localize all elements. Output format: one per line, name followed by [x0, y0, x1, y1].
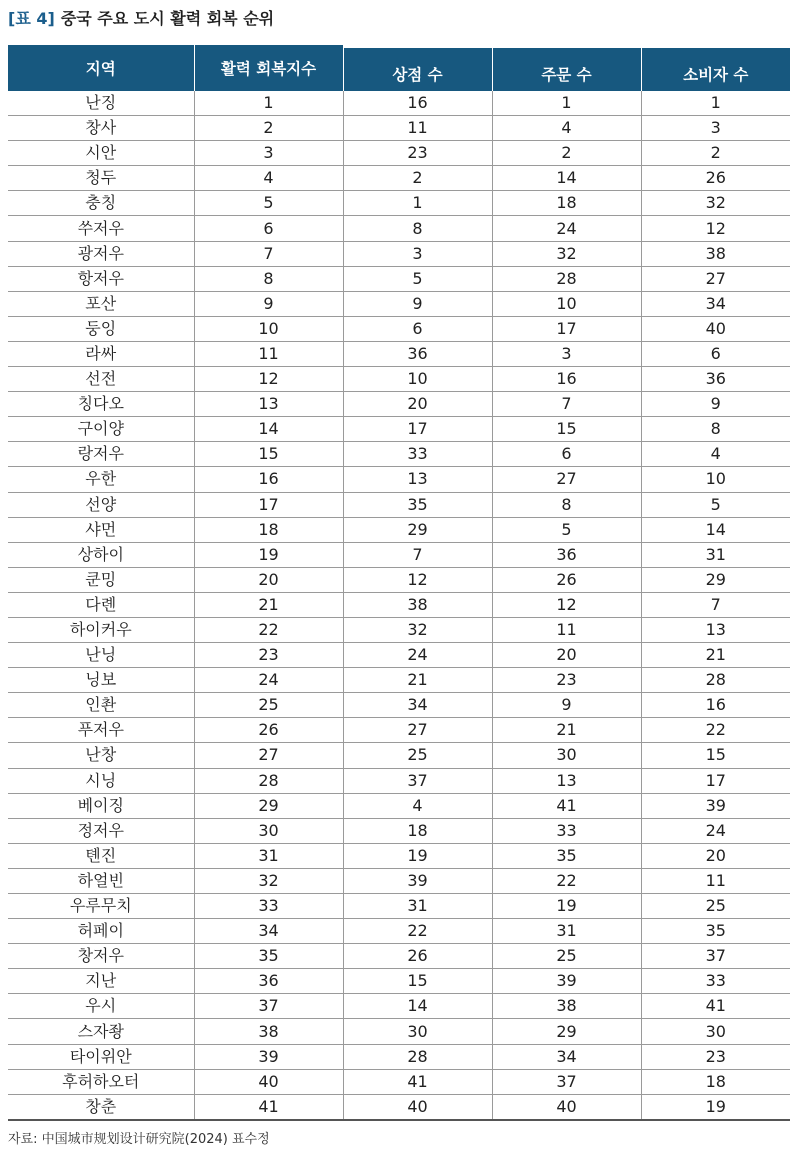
cell-order-count: 11: [492, 617, 641, 642]
cell-order-count: 33: [492, 818, 641, 843]
cell-region: 후허하오터: [8, 1069, 194, 1094]
cell-region: 인촨: [8, 693, 194, 718]
table-row: [8, 718, 790, 743]
cell-store-count: 6: [343, 316, 492, 341]
cell-vitality-index: 18: [194, 517, 343, 542]
cell-consumer-count: 24: [641, 818, 790, 843]
cell-store-count: 29: [343, 517, 492, 542]
cell-order-count: 41: [492, 793, 641, 818]
cell-vitality-index: 28: [194, 768, 343, 793]
cell-region: 샤먼: [8, 517, 194, 542]
table-row: [8, 116, 790, 141]
table-row: [8, 1044, 790, 1069]
cell-vitality-index: 7: [194, 241, 343, 266]
cell-store-count: 16: [343, 91, 492, 116]
cell-region: 지난: [8, 969, 194, 994]
cell-store-count: 33: [343, 442, 492, 467]
cell-region: 포산: [8, 291, 194, 316]
cell-region: 충칭: [8, 191, 194, 216]
cell-vitality-index: 29: [194, 793, 343, 818]
cell-vitality-index: 23: [194, 643, 343, 668]
cell-vitality-index: 5: [194, 191, 343, 216]
table-row: [8, 567, 790, 592]
cell-store-count: 9: [343, 291, 492, 316]
cell-order-count: 39: [492, 969, 641, 994]
cell-region: 다롄: [8, 592, 194, 617]
cell-order-count: 4: [492, 116, 641, 141]
cell-order-count: 1: [492, 91, 641, 116]
table-row: [8, 643, 790, 668]
cell-vitality-index: 9: [194, 291, 343, 316]
cell-order-count: 15: [492, 417, 641, 442]
cell-order-count: 25: [492, 944, 641, 969]
cell-consumer-count: 3: [641, 116, 790, 141]
cell-consumer-count: 28: [641, 668, 790, 693]
cell-region: 항저우: [8, 266, 194, 291]
cell-region: 칭다오: [8, 392, 194, 417]
cell-store-count: 20: [343, 392, 492, 417]
cell-vitality-index: 2: [194, 116, 343, 141]
cell-consumer-count: 4: [641, 442, 790, 467]
cell-region: 타이위안: [8, 1044, 194, 1069]
cell-region: 청두: [8, 166, 194, 191]
table-row: [8, 894, 790, 919]
cell-region: 시닝: [8, 768, 194, 793]
cell-consumer-count: 21: [641, 643, 790, 668]
cell-region: 둥잉: [8, 316, 194, 341]
cell-store-count: 35: [343, 492, 492, 517]
cell-vitality-index: 27: [194, 743, 343, 768]
page-title: [8, 4, 274, 34]
cell-store-count: 19: [343, 843, 492, 868]
cell-vitality-index: 38: [194, 1019, 343, 1044]
cell-order-count: 18: [492, 191, 641, 216]
cell-store-count: 4: [343, 793, 492, 818]
cell-vitality-index: 39: [194, 1044, 343, 1069]
cell-region: 베이징: [8, 793, 194, 818]
cell-order-count: 28: [492, 266, 641, 291]
cell-vitality-index: 36: [194, 969, 343, 994]
table-row: [8, 768, 790, 793]
cell-region: 정저우: [8, 818, 194, 843]
cell-region: 하얼빈: [8, 868, 194, 893]
cell-order-count: 8: [492, 492, 641, 517]
cell-order-count: 37: [492, 1069, 641, 1094]
cell-consumer-count: 41: [641, 994, 790, 1019]
cell-vitality-index: 10: [194, 316, 343, 341]
table-row: [8, 166, 790, 191]
cell-store-count: 32: [343, 617, 492, 642]
cell-order-count: 6: [492, 442, 641, 467]
table-row: [8, 919, 790, 944]
cell-store-count: 37: [343, 768, 492, 793]
cell-order-count: 30: [492, 743, 641, 768]
cell-region: 창저우: [8, 944, 194, 969]
cell-store-count: 10: [343, 367, 492, 392]
cell-store-count: 8: [343, 216, 492, 241]
cell-consumer-count: 30: [641, 1019, 790, 1044]
cell-store-count: 12: [343, 567, 492, 592]
table-row: [8, 1094, 790, 1120]
cell-vitality-index: 12: [194, 367, 343, 392]
cell-store-count: 1: [343, 191, 492, 216]
table-row: [8, 467, 790, 492]
cell-store-count: 17: [343, 417, 492, 442]
cell-consumer-count: 9: [641, 392, 790, 417]
table-row: [8, 1019, 790, 1044]
cell-region: 우한: [8, 467, 194, 492]
table-row: [8, 944, 790, 969]
cell-store-count: 31: [343, 894, 492, 919]
cell-store-count: 26: [343, 944, 492, 969]
cell-consumer-count: 33: [641, 969, 790, 994]
table-row: [8, 693, 790, 718]
cell-consumer-count: 26: [641, 166, 790, 191]
table-row: [8, 592, 790, 617]
table-row: [8, 316, 790, 341]
table-row: [8, 392, 790, 417]
table-row: [8, 1069, 790, 1094]
cell-region: 선전: [8, 367, 194, 392]
cell-vitality-index: 15: [194, 442, 343, 467]
cell-order-count: 26: [492, 567, 641, 592]
cell-order-count: 21: [492, 718, 641, 743]
cell-region: 랑저우: [8, 442, 194, 467]
cell-region: 구이양: [8, 417, 194, 442]
cell-vitality-index: 26: [194, 718, 343, 743]
cell-consumer-count: 31: [641, 542, 790, 567]
cell-consumer-count: 15: [641, 743, 790, 768]
table-row: [8, 216, 790, 241]
cell-vitality-index: 37: [194, 994, 343, 1019]
table-row: [8, 241, 790, 266]
table-row: [8, 266, 790, 291]
cell-order-count: 13: [492, 768, 641, 793]
table-row: [8, 191, 790, 216]
cell-consumer-count: 17: [641, 768, 790, 793]
cell-vitality-index: 25: [194, 693, 343, 718]
cell-vitality-index: 40: [194, 1069, 343, 1094]
cell-region: 톈진: [8, 843, 194, 868]
cell-region: 푸저우: [8, 718, 194, 743]
table-row: [8, 668, 790, 693]
cell-vitality-index: 6: [194, 216, 343, 241]
cell-order-count: 2: [492, 141, 641, 166]
table-row: [8, 367, 790, 392]
cell-consumer-count: 40: [641, 316, 790, 341]
cell-store-count: 13: [343, 467, 492, 492]
cell-vitality-index: 30: [194, 818, 343, 843]
cell-order-count: 40: [492, 1094, 641, 1120]
cell-consumer-count: 7: [641, 592, 790, 617]
table-row: [8, 517, 790, 542]
cell-vitality-index: 41: [194, 1094, 343, 1120]
table-row: [8, 969, 790, 994]
ranking-table: [8, 42, 790, 1121]
cell-region: 시안: [8, 141, 194, 166]
cell-consumer-count: 29: [641, 567, 790, 592]
cell-consumer-count: 36: [641, 367, 790, 392]
cell-store-count: 15: [343, 969, 492, 994]
table-row: [8, 341, 790, 366]
cell-vitality-index: 34: [194, 919, 343, 944]
cell-store-count: 11: [343, 116, 492, 141]
table-row: [8, 868, 790, 893]
cell-store-count: 21: [343, 668, 492, 693]
cell-region: 난징: [8, 91, 194, 116]
cell-order-count: 23: [492, 668, 641, 693]
cell-consumer-count: 14: [641, 517, 790, 542]
cell-vitality-index: 21: [194, 592, 343, 617]
cell-region: 상하이: [8, 542, 194, 567]
cell-consumer-count: 35: [641, 919, 790, 944]
cell-store-count: 7: [343, 542, 492, 567]
cell-consumer-count: 32: [641, 191, 790, 216]
cell-region: 쑤저우: [8, 216, 194, 241]
cell-region: 라싸: [8, 341, 194, 366]
cell-store-count: 40: [343, 1094, 492, 1120]
cell-store-count: 2: [343, 166, 492, 191]
cell-consumer-count: 5: [641, 492, 790, 517]
cell-vitality-index: 24: [194, 668, 343, 693]
cell-vitality-index: 3: [194, 141, 343, 166]
cell-consumer-count: 10: [641, 467, 790, 492]
cell-consumer-count: 1: [641, 91, 790, 116]
cell-consumer-count: 22: [641, 718, 790, 743]
cell-vitality-index: 31: [194, 843, 343, 868]
cell-order-count: 5: [492, 517, 641, 542]
cell-order-count: 27: [492, 467, 641, 492]
cell-consumer-count: 39: [641, 793, 790, 818]
cell-vitality-index: 35: [194, 944, 343, 969]
cell-order-count: 34: [492, 1044, 641, 1069]
cell-order-count: 9: [492, 693, 641, 718]
cell-region: 난창: [8, 743, 194, 768]
cell-order-count: 32: [492, 241, 641, 266]
source-note: 자료: 中国城市规划设计研究院(2024) 표수정: [8, 1132, 270, 1147]
cell-store-count: 18: [343, 818, 492, 843]
cell-order-count: 7: [492, 392, 641, 417]
cell-consumer-count: 2: [641, 141, 790, 166]
cell-store-count: 41: [343, 1069, 492, 1094]
cell-vitality-index: 20: [194, 567, 343, 592]
table-row: [8, 417, 790, 442]
table-row: [8, 818, 790, 843]
cell-order-count: 17: [492, 316, 641, 341]
table-row: [8, 994, 790, 1019]
table-row: [8, 291, 790, 316]
cell-region: 우루무치: [8, 894, 194, 919]
table-row: [8, 743, 790, 768]
header-row: [8, 45, 790, 91]
cell-consumer-count: 19: [641, 1094, 790, 1120]
cell-store-count: 30: [343, 1019, 492, 1044]
cell-vitality-index: 11: [194, 341, 343, 366]
cell-order-count: 24: [492, 216, 641, 241]
table-number: [표 4]: [8, 9, 55, 28]
cell-order-count: 3: [492, 341, 641, 366]
cell-store-count: 28: [343, 1044, 492, 1069]
cell-region: 하이커우: [8, 617, 194, 642]
cell-consumer-count: 16: [641, 693, 790, 718]
cell-vitality-index: 8: [194, 266, 343, 291]
table-row: [8, 793, 790, 818]
cell-vitality-index: 33: [194, 894, 343, 919]
cell-region: 광저우: [8, 241, 194, 266]
header-region: 지역: [8, 45, 194, 91]
cell-consumer-count: 8: [641, 417, 790, 442]
table-row: [8, 442, 790, 467]
cell-consumer-count: 12: [641, 216, 790, 241]
cell-consumer-count: 20: [641, 843, 790, 868]
header-consumer-count: 소비자 수: [641, 45, 790, 91]
cell-vitality-index: 1: [194, 91, 343, 116]
cell-store-count: 5: [343, 266, 492, 291]
cell-order-count: 31: [492, 919, 641, 944]
table-row: [8, 141, 790, 166]
cell-store-count: 39: [343, 868, 492, 893]
table-row: [8, 542, 790, 567]
cell-store-count: 27: [343, 718, 492, 743]
cell-consumer-count: 27: [641, 266, 790, 291]
cell-region: 창사: [8, 116, 194, 141]
cell-order-count: 35: [492, 843, 641, 868]
header-order-count: 주문 수: [492, 45, 641, 91]
header-vitality-index: 활력 회복지수: [194, 45, 343, 91]
cell-store-count: 34: [343, 693, 492, 718]
cell-vitality-index: 32: [194, 868, 343, 893]
cell-region: 스자좡: [8, 1019, 194, 1044]
cell-store-count: 22: [343, 919, 492, 944]
cell-region: 창춘: [8, 1094, 194, 1120]
table-row: [8, 617, 790, 642]
cell-consumer-count: 23: [641, 1044, 790, 1069]
cell-order-count: 16: [492, 367, 641, 392]
cell-store-count: 24: [343, 643, 492, 668]
cell-vitality-index: 16: [194, 467, 343, 492]
cell-vitality-index: 14: [194, 417, 343, 442]
cell-order-count: 20: [492, 643, 641, 668]
cell-region: 닝보: [8, 668, 194, 693]
cell-order-count: 10: [492, 291, 641, 316]
cell-order-count: 29: [492, 1019, 641, 1044]
cell-order-count: 38: [492, 994, 641, 1019]
cell-order-count: 14: [492, 166, 641, 191]
cell-consumer-count: 13: [641, 617, 790, 642]
cell-store-count: 38: [343, 592, 492, 617]
cell-region: 쿤밍: [8, 567, 194, 592]
cell-region: 허페이: [8, 919, 194, 944]
cell-region: 난닝: [8, 643, 194, 668]
table-body: [8, 91, 790, 1120]
cell-order-count: 22: [492, 868, 641, 893]
cell-store-count: 25: [343, 743, 492, 768]
cell-vitality-index: 17: [194, 492, 343, 517]
table-row: [8, 492, 790, 517]
cell-consumer-count: 18: [641, 1069, 790, 1094]
cell-store-count: 3: [343, 241, 492, 266]
cell-consumer-count: 6: [641, 341, 790, 366]
cell-region: 선양: [8, 492, 194, 517]
cell-consumer-count: 34: [641, 291, 790, 316]
cell-order-count: 19: [492, 894, 641, 919]
cell-store-count: 23: [343, 141, 492, 166]
cell-store-count: 14: [343, 994, 492, 1019]
cell-vitality-index: 4: [194, 166, 343, 191]
cell-order-count: 12: [492, 592, 641, 617]
header-store-count: 상점 수: [343, 45, 492, 91]
cell-consumer-count: 11: [641, 868, 790, 893]
table-header: [8, 45, 790, 91]
cell-order-count: 36: [492, 542, 641, 567]
table-row: [8, 843, 790, 868]
cell-consumer-count: 25: [641, 894, 790, 919]
cell-region: 우시: [8, 994, 194, 1019]
table-row: [8, 91, 790, 116]
cell-vitality-index: 19: [194, 542, 343, 567]
cell-vitality-index: 22: [194, 617, 343, 642]
cell-consumer-count: 38: [641, 241, 790, 266]
cell-vitality-index: 13: [194, 392, 343, 417]
table-title-text: 중국 주요 도시 활력 회복 순위: [60, 9, 275, 28]
cell-store-count: 36: [343, 341, 492, 366]
cell-consumer-count: 37: [641, 944, 790, 969]
